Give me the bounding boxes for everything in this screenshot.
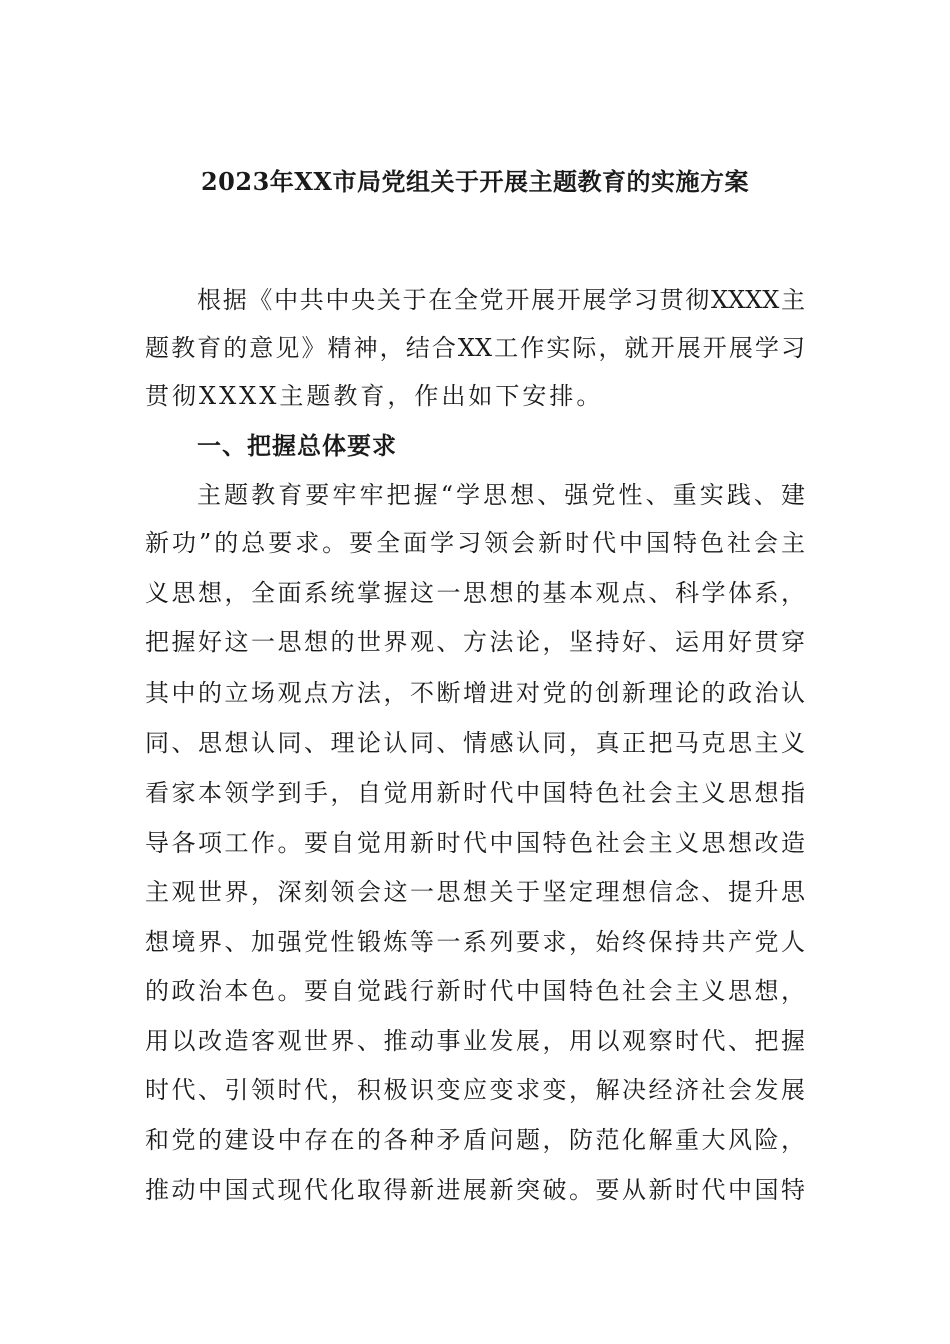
body-line-4: 把握好这一思想的世界观、方法论，坚持好、运用好贯穿	[145, 628, 805, 656]
body-line-14: 和党的建设中存在的各种矛盾问题，防范化解重大风险，	[145, 1126, 805, 1154]
intro-line-2: 题教育的意见》精神，结合XX工作实际，就开展开展学习	[145, 334, 805, 362]
body-line-7: 看家本领学到手，自觉用新时代中国特色社会主义思想指	[145, 779, 805, 807]
body-line-1: 主题教育要牢牢把握“学思想、强党性、重实践、建	[197, 481, 805, 509]
body-line-15: 推动中国式现代化取得新进展新突破。要从新时代中国特	[145, 1176, 805, 1204]
body-line-13: 时代、引领时代，积极识变应变求变，解决经济社会发展	[145, 1076, 805, 1104]
body-line-6: 同、思想认同、理论认同、情感认同，真正把马克思主义	[145, 729, 805, 757]
body-line-3: 义思想，全面系统掌握这一思想的基本观点、科学体系，	[145, 579, 805, 607]
body-line-5: 其中的立场观点方法，不断增进对党的创新理论的政治认	[145, 679, 805, 707]
body-line-2: 新功”的总要求。要全面学习领会新时代中国特色社会主	[145, 529, 805, 557]
body-line-12: 用以改造客观世界、推动事业发展，用以观察时代、把握	[145, 1027, 805, 1055]
intro-line-3: 贯彻XXXX主题教育，作出如下安排。	[145, 382, 604, 410]
section-1-heading: 一、把握总体要求	[197, 431, 397, 460]
body-line-9: 主观世界，深刻领会这一思想关于坚定理想信念、提升思	[145, 878, 805, 906]
document-title: 2023年XX市局党组关于开展主题教育的实施方案	[200, 167, 750, 196]
body-line-10: 想境界、加强党性锻炼等一系列要求，始终保持共产党人	[145, 928, 805, 956]
body-line-11: 的政治本色。要自觉践行新时代中国特色社会主义思想，	[145, 977, 805, 1005]
body-line-8: 导各项工作。要自觉用新时代中国特色社会主义思想改造	[145, 829, 805, 857]
intro-line-1: 根据《中共中央关于在全党开展开展学习贯彻XXXX主	[197, 286, 805, 314]
